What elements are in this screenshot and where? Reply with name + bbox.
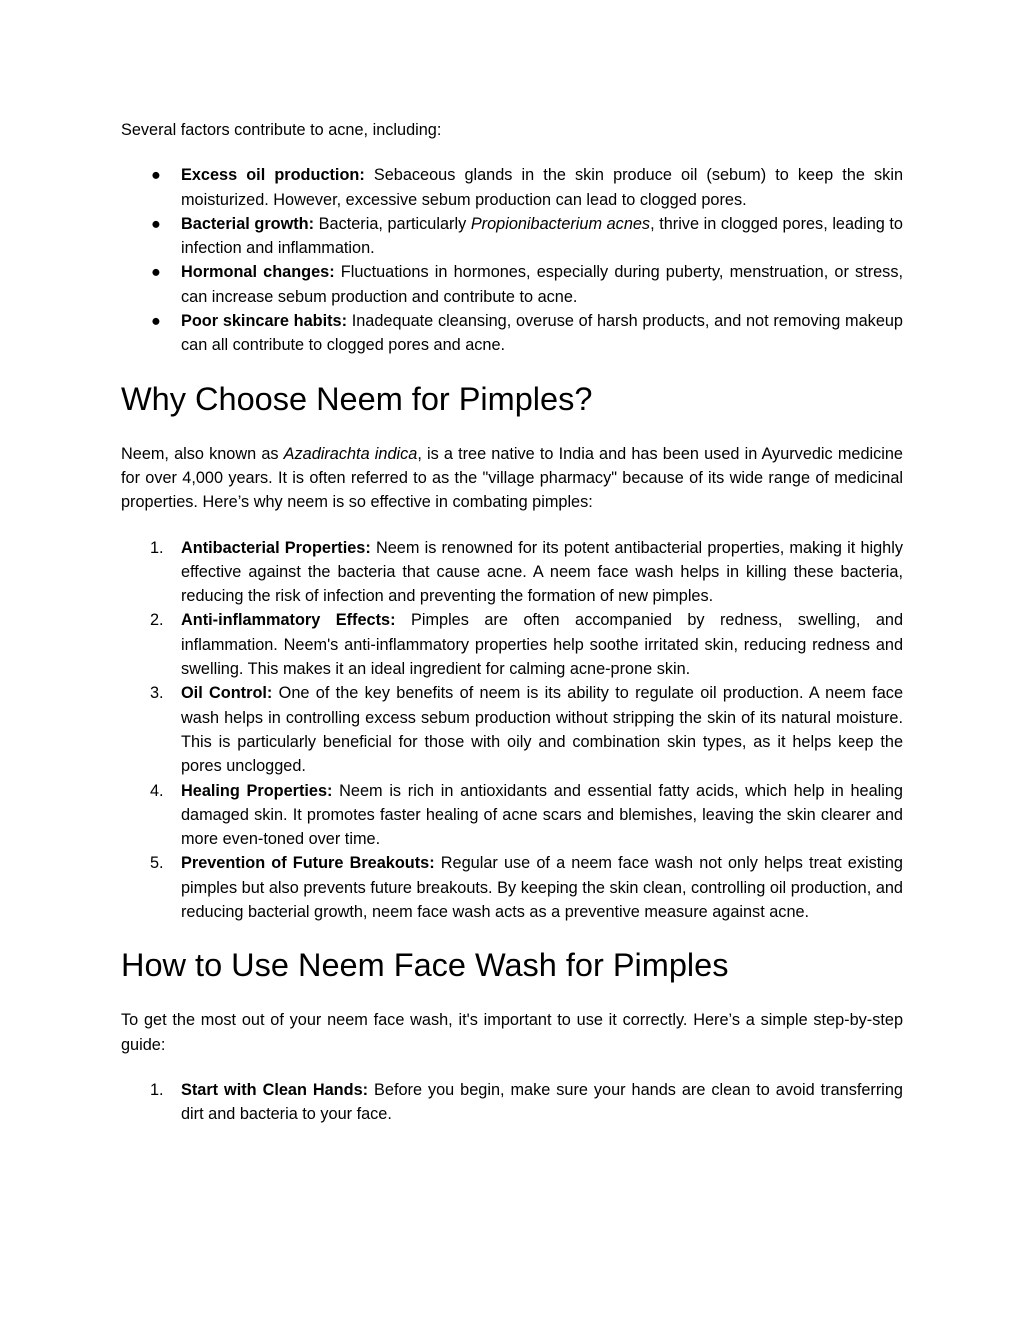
list-item-text: Neem is rich in antioxidants and essential fatty acids, which help in healing damaged skin. It promotes faster healing of acne scars and blemishes, leaving the skin clearer and more even-toned over time. bbox=[181, 781, 903, 849]
acne-factors-list bbox=[121, 163, 903, 357]
list-item bbox=[121, 608, 903, 681]
paragraph-text: , is a tree native to India and has been used in Ayurvedic medicine for over 4,000 years. It is often referred to as the "village pharmacy" because of its wide range of medicinal properties. Here’s why neem is so effective in combating pimples: bbox=[121, 444, 903, 512]
document-page bbox=[121, 118, 903, 1127]
bullet-marker: ● bbox=[151, 166, 161, 185]
neem-benefits-list bbox=[121, 536, 903, 925]
section-heading-why-neem: Why Choose Neem for Pimples? bbox=[121, 380, 593, 417]
list-number: 5. bbox=[150, 854, 164, 873]
intro-paragraph: Several factors contribute to acne, including: bbox=[121, 121, 442, 139]
list-item-term: Antibacterial Properties: bbox=[181, 538, 371, 557]
list-item-term: Bacterial growth: bbox=[181, 214, 315, 233]
list-item bbox=[121, 681, 903, 778]
list-item-text: Before you begin, make sure your hands are clean to avoid transferring dirt and bacteria to your face. bbox=[181, 1080, 903, 1124]
list-item bbox=[121, 779, 903, 852]
list-item-term: Poor skincare habits: bbox=[181, 312, 347, 331]
list-number: 4. bbox=[150, 781, 164, 800]
list-item-text: Bacteria, particularly bbox=[314, 214, 471, 233]
list-item-text: Sebaceous glands in the skin produce oil (sebum) to keep the skin moisturized. However, excessive sebum production can lead to clogged pores. bbox=[181, 166, 903, 209]
section-heading-how-to-use: How to Use Neem Face Wash for Pimples bbox=[121, 947, 729, 984]
list-item bbox=[121, 260, 903, 309]
list-number: 1. bbox=[150, 1080, 164, 1099]
how-to-use-paragraph: To get the most out of your neem face wash, it's important to use it correctly. Here’s a simple step-by-step guide: bbox=[121, 1011, 903, 1054]
list-item-text: Pimples are often accompanied by redness, swelling, and inflammation. Neem's anti-inflammatory properties help soothe irritated skin, reducing redness and swelling. This makes it an ideal ingredient for calming acne-prone skin. bbox=[181, 611, 903, 679]
list-item-text: Inadequate cleansing, overuse of harsh products, and not removing makeup can all contribute to clogged pores and acne. bbox=[181, 312, 903, 355]
paragraph-italic: Azadirachta indica bbox=[283, 444, 418, 463]
list-item-term: Hormonal changes: bbox=[181, 263, 335, 282]
list-item-term: Anti-inflammatory Effects: bbox=[181, 611, 396, 630]
bullet-marker: ● bbox=[151, 214, 161, 233]
list-item-italic: Propionibacterium acnes bbox=[470, 214, 651, 233]
list-item-text: , thrive in clogged pores, leading to infection and inflammation. bbox=[181, 214, 903, 258]
list-item-term: Excess oil production: bbox=[181, 166, 365, 185]
list-number: 1. bbox=[150, 538, 164, 557]
usage-steps-list bbox=[121, 1078, 903, 1127]
bullet-marker: ● bbox=[151, 312, 161, 331]
list-item-term: Start with Clean Hands: bbox=[181, 1080, 369, 1099]
list-number: 3. bbox=[150, 684, 164, 703]
list-item bbox=[121, 212, 903, 261]
list-item-text: One of the key benefits of neem is its ability to regulate oil production. A neem face wash helps in controlling excess sebum production without stripping the skin of its natural moisture. This is particularly beneficial for those with oily and combination skin types, as it helps keep the pores unclogged. bbox=[181, 684, 904, 776]
paragraph-text: Neem, also known as bbox=[121, 444, 284, 463]
list-item-term: Prevention of Future Breakouts: bbox=[181, 854, 435, 873]
list-item-text: Fluctuations in hormones, especially during puberty, menstruation, or stress, can increase sebum production and contribute to acne. bbox=[181, 263, 903, 306]
list-item-text: Neem is renowned for its potent antibacterial properties, making it highly effective against the bacteria that cause acne. A neem face wash helps in killing these bacteria, reducing the risk of infection and preventing the formation of new pimples. bbox=[181, 538, 903, 606]
list-item-term: Oil Control: bbox=[181, 684, 273, 703]
list-item bbox=[121, 309, 903, 358]
list-item bbox=[121, 851, 903, 924]
why-neem-paragraph bbox=[121, 442, 903, 515]
bullet-marker: ● bbox=[151, 263, 161, 282]
list-item bbox=[121, 536, 903, 609]
list-number: 2. bbox=[150, 611, 164, 630]
list-item-term: Healing Properties: bbox=[181, 781, 333, 800]
list-item-text: Regular use of a neem face wash not only helps treat existing pimples but also prevents future breakouts. By keeping the skin clean, controlling oil production, and reducing bacterial growth, neem face wash acts as a preventive measure against acne. bbox=[181, 854, 903, 922]
list-item bbox=[121, 163, 903, 212]
list-item bbox=[121, 1078, 903, 1127]
